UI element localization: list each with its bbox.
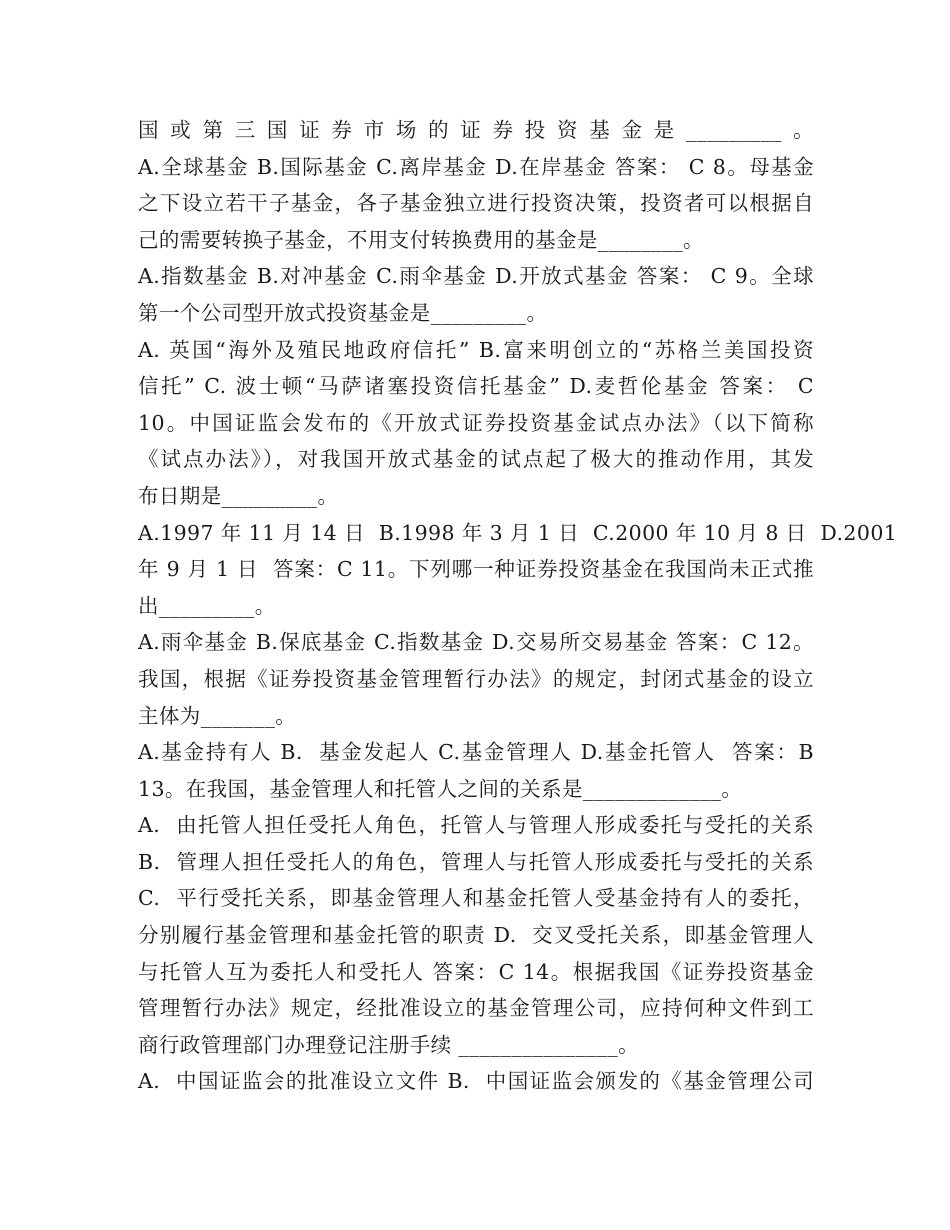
text-line: 国或第三国证券市场的证券投资基金是_________。	[138, 118, 814, 142]
text-line: 10。中国证监会发布的《开放式证券投资基金试点办法》（以下简称	[138, 410, 814, 435]
text-line: 主体为_______。	[138, 703, 297, 728]
text-line: B. 管理人担任受托人的角色，管理人与托管人形成委托与受托的关系	[138, 849, 814, 874]
text-line: 我国，根据《证券投资基金管理暂行办法》的规定，封闭式基金的设立	[138, 666, 814, 691]
text-line: 《试点办法》），对我国开放式基金的试点起了极大的推动作用，其发	[138, 447, 814, 472]
text-line: A.雨伞基金 B.保底基金 C.指数基金 D.交易所交易基金 答案：C 12。	[138, 630, 814, 655]
document-body	[138, 112, 898, 1100]
text-line: 年 9 月 1 日 答案：C 11。下列哪一种证券投资基金在我国尚未正式推	[138, 557, 814, 582]
text-line: 13。在我国，基金管理人和托管人之间的关系是_____________。	[138, 776, 743, 801]
text-line: 管理暂行办法》规定，经批准设立的基金管理公司，应持何种文件到工	[138, 996, 814, 1021]
text-line: 第一个公司型开放式投资基金是_________。	[138, 300, 548, 325]
text-line: C. 平行受托关系，即基金管理人和基金托管人受基金持有人的委托，	[138, 886, 814, 911]
text-line: 布日期是_________。	[138, 483, 339, 508]
text-line: 出_________。	[138, 593, 276, 618]
text-line: 商行政管理部门办理登记注册手续 _______________。	[138, 1032, 640, 1057]
text-line: 与托管人互为委托人和受托人 答案：C 14。根据我国《证券投资基金	[138, 959, 814, 984]
text-line: 信托” C. 波士顿“马萨诸塞投资信托基金” D.麦哲伦基金 答案： C	[138, 374, 814, 399]
text-line: A.1997 年 11 月 14 日 B.1998 年 3 月 1 日 C.2000 年 10 月 8 日 D.2001	[138, 520, 898, 545]
text-line: A.基金持有人 B. 基金发起人 C.基金管理人 D.基金托管人 答案：B	[138, 740, 814, 765]
text-line: A. 英国“海外及殖民地政府信托” B.富来明创立的“苏格兰美国投资	[138, 337, 814, 362]
text-line: 之下设立若干子基金，各子基金独立进行投资决策，投资者可以根据自	[138, 191, 814, 216]
text-line: A. 中国证监会的批准设立文件 B. 中国证监会颁发的《基金管理公司	[138, 1069, 814, 1094]
text-line: A. 由托管人担任受托人角色，托管人与管理人形成委托与受托的关系	[138, 813, 814, 838]
text-line: 分别履行基金管理和基金托管的职责 D. 交叉受托关系，即基金管理人	[138, 923, 814, 948]
text-line: A.指数基金 B.对冲基金 C.雨伞基金 D.开放式基金 答案： C 9。全球	[138, 264, 814, 289]
text-line: A.全球基金 B.国际基金 C.离岸基金 D.在岸基金 答案： C 8。母基金	[138, 154, 814, 179]
text-line: 己的需要转换子基金，不用支付转换费用的基金是________。	[138, 227, 704, 252]
